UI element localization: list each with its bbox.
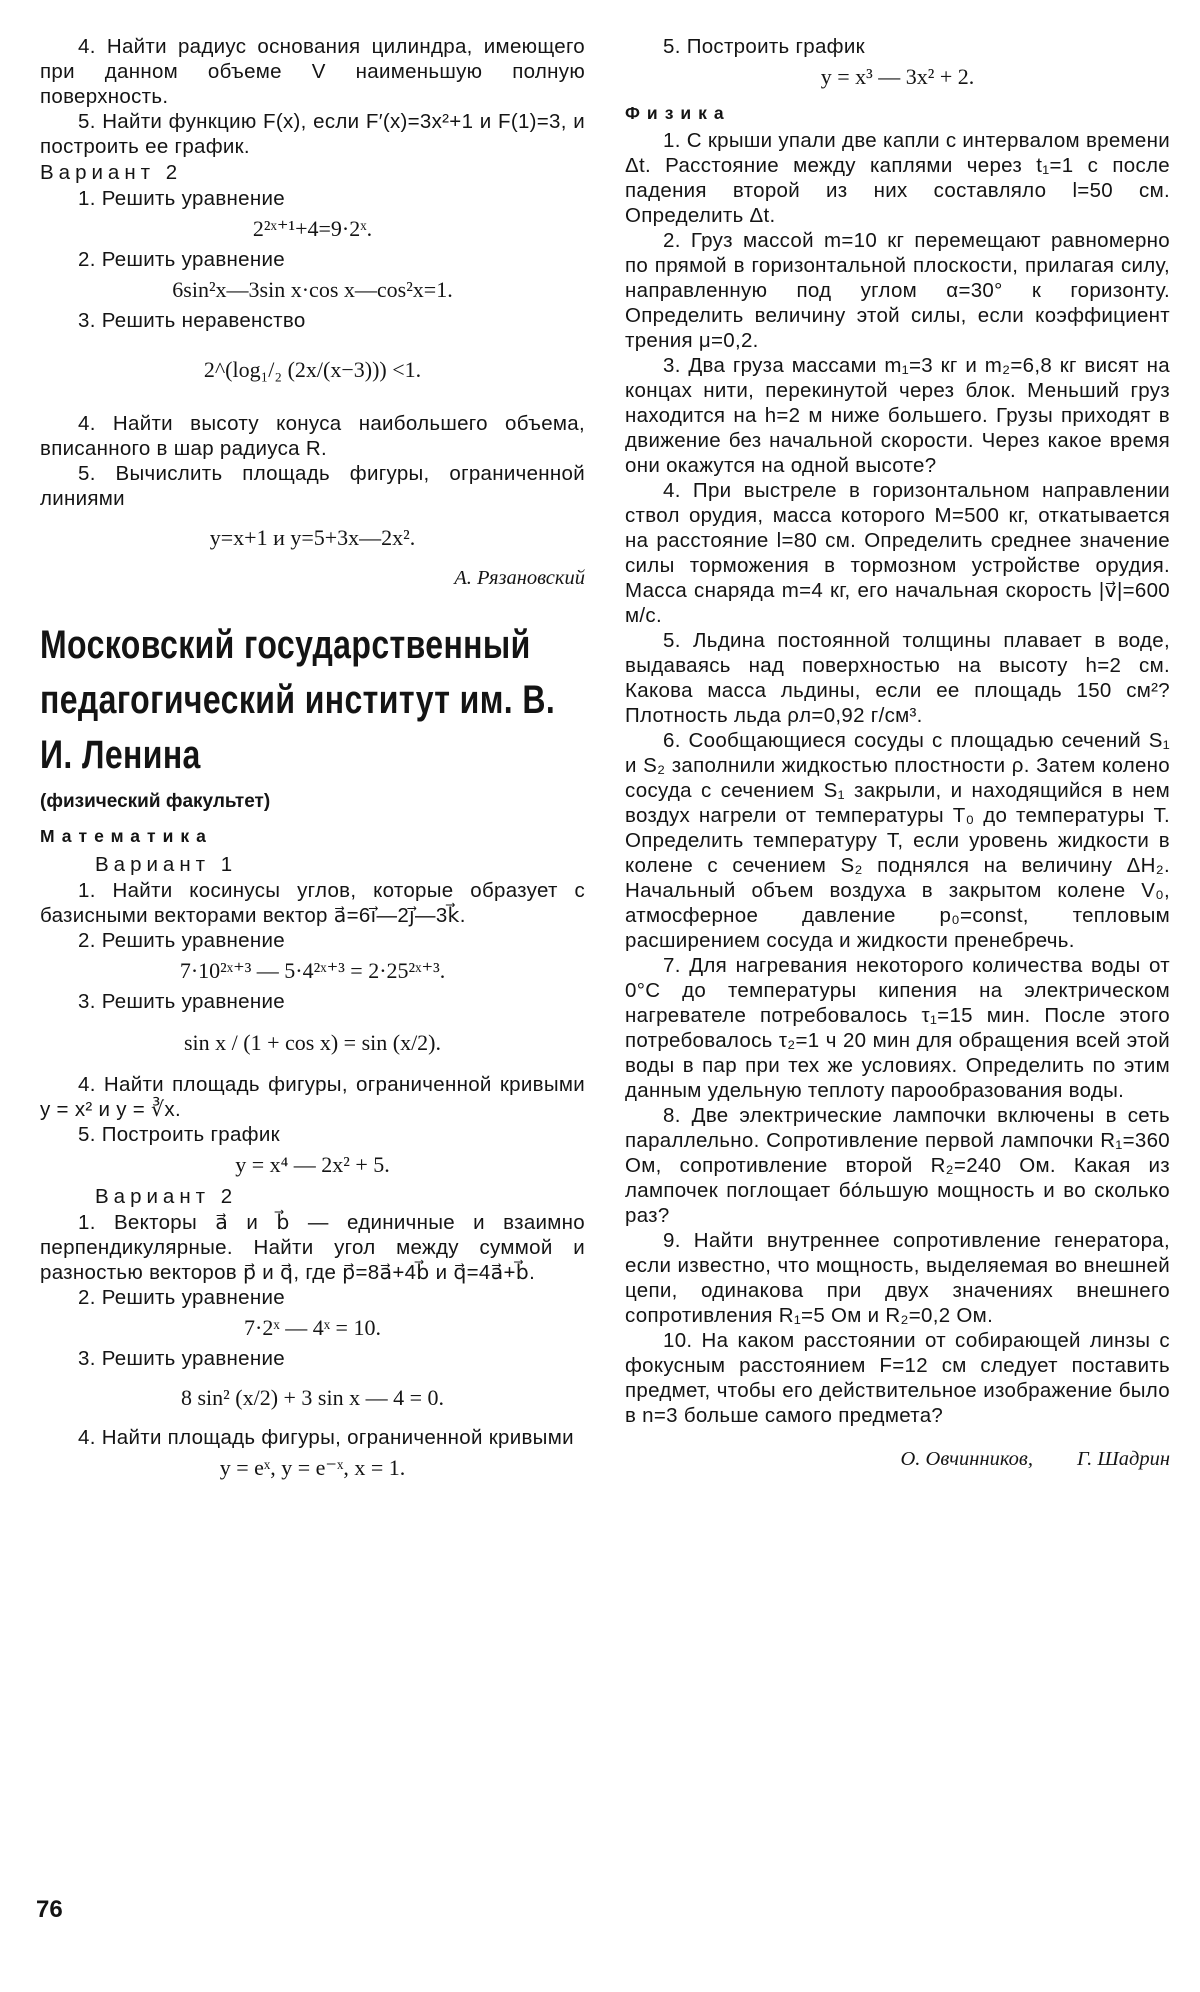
- physics-problem-6: 6. Сообщающиеся сосуды с площадью сечений S₁ и S₂ заполнили жидкостью плостности ρ. Затем колено сосуда с сечением S₁ закрыли, и находящийся в нем воздух нагрели от температуры T₀ до температуры T. Определить температуру T, если уровень жидкости в колене с сечением S₂ поднялся на величину ΔH₂. Начальный объем воздуха в закрытом колене V₀, атмосферное давление p₀=const, тепловым расширением сосуда и жидкости пренебречь.: [625, 729, 1170, 952]
- physics-problem-8: 8. Две электрические лампочки включены в сеть параллельно. Сопротивление первой лампочки R₁=360 Ом, сопротивление второй R₂=240 Ом. Какая из лампочек поглощает бо́льшую мощность и во сколько раз?: [625, 1104, 1170, 1227]
- math-v2-problem-3-formula: 8 sin² (x/2) + 3 sin x — 4 = 0.: [180, 1385, 445, 1410]
- v2-problem-3-text: 3. Решить неравенство: [78, 309, 306, 332]
- right-problem-5-text: 5. Построить график: [663, 35, 865, 58]
- physics-problem-10: 10. На каком расстоянии от собирающей линзы с фокусным расстоянием F=12 см следует поставить предмет, чтобы его действительное изображение было в n=3 больше самого предмета?: [625, 1329, 1170, 1427]
- math-v1-problem-5-formula: y = x⁴ — 2x² + 5.: [235, 1152, 390, 1177]
- v2-problem-5-text: 5. Вычислить площадь фигуры, ограниченной линиями: [40, 462, 585, 510]
- right-column: [625, 34, 1170, 1471]
- physics-problem-4: 4. При выстреле в горизонтальном направлении ствол орудия, масса которого M=500 кг, откатывается на расстояние l=80 см. Определить среднее значение силы торможения в тормозном устройстве орудия. Масса снаряда m=4 кг, его начальная скорость |v⃗|=600 м/с.: [625, 479, 1170, 627]
- math-v1-problem-2-text: 2. Решить уравнение: [78, 929, 285, 952]
- problem-4-text: 4. Найти радиус основания цилиндра, имеющего при данном объеме V наименьшую полную поверхность.: [40, 35, 585, 108]
- v2-problem-3-formula: 2^(log₁/₂ (2x/(x−3))) <1.: [203, 357, 422, 382]
- author-ryazanovsky: А. Рязановский: [454, 567, 585, 589]
- author-shadrin: Г. Шадрин: [1076, 1448, 1170, 1470]
- page-number: 76: [36, 1896, 63, 1923]
- v2-problem-2-text: 2. Решить уравнение: [78, 248, 285, 271]
- math-v1-problem-3-text: 3. Решить уравнение: [78, 990, 285, 1013]
- physics-problem-3: 3. Два груза массами m₁=3 кг и m₂=6,8 кг висят на концах нити, перекинутой через блок. Меньший груз находится на h=2 м ниже большего. Грузы приходят в движение без начальной скорости. Через какое время они окажутся на одной высоте?: [625, 354, 1170, 477]
- math-v2-problem-2-formula: 7·2ˣ — 4ˣ = 10.: [244, 1315, 381, 1340]
- physics-problem-1: 1. С крыши упали две капли с интервалом времени Δt. Расстояние между каплями через t₁=1 с после падения второй из них составляло l=50 см. Определить Δt.: [625, 129, 1170, 227]
- math-v1-problem-3-formula: sin x / (1 + cos x) = sin (x/2).: [183, 1030, 442, 1055]
- variant-2-title: Вариант 2: [40, 161, 183, 184]
- faculty-label: (физический факультет): [40, 791, 271, 812]
- math-v2-problem-2-text: 2. Решить уравнение: [78, 1286, 285, 1309]
- v2-problem-1-text: 1. Решить уравнение: [78, 187, 285, 210]
- physics-problem-7: 7. Для нагревания некоторого количества воды от 0°С до температуры кипения на электрическом нагревателе потребовалось τ₁=15 мин. После этого потребовалось τ₂=1 ч 20 мин для обращения всей этой воды в пар при тех же условиях. Определить по этим данным удельную теплоту парообразования воды.: [625, 954, 1170, 1102]
- math-variant-1-title: Вариант 1: [95, 853, 238, 876]
- math-v2-problem-3-text: 3. Решить уравнение: [78, 1347, 285, 1370]
- physics-problem-9: 9. Найти внутреннее сопротивление генератора, если известно, что мощность, выделяемая во внешней цепи, одинакова при двух значениях внешнего сопротивления R₁=5 Ом и R₂=0,2 Ом.: [625, 1229, 1170, 1327]
- physics-heading: Физика: [625, 103, 731, 123]
- v2-problem-2-formula: 6sin²x—3sin x·cos x—cos²x=1.: [172, 277, 453, 302]
- math-v1-problem-5-text: 5. Построить график: [78, 1123, 280, 1146]
- math-v1-problem-2-formula: 7·10²ˣ⁺³ — 5·4²ˣ⁺³ = 2·25²ˣ⁺³.: [179, 958, 446, 983]
- v2-problem-4-text: 4. Найти высоту конуса наибольшего объема, вписанного в шар радиуса R.: [40, 412, 585, 460]
- left-column: [40, 34, 585, 1486]
- physics-problem-5: 5. Льдина постоянной толщины плавает в воде, выдаваясь над поверхностью на высоту h=2 см. Какова масса льдины, если ее площадь 150 см²? Плотность льда ρл=0,92 г/см³.: [625, 629, 1170, 727]
- v2-problem-5-formula: y=x+1 и y=5+3x—2x².: [209, 525, 416, 550]
- physics-problem-2: 2. Груз массой m=10 кг перемещают равномерно по прямой в горизонтальной плоскости, прилагая силу, направленную под углом α=30° к горизонту. Определить величину этой силы, если коэффициент трения μ=0,2.: [625, 229, 1170, 352]
- author-ovchinnikov: О. Овчинников,: [900, 1448, 1033, 1470]
- math-v1-problem-4-text: 4. Найти площадь фигуры, ограниченной кривыми y = x² и y = ∛x.: [40, 1073, 585, 1121]
- right-problem-5-formula: y = x³ — 3x² + 2.: [820, 64, 975, 89]
- math-v2-problem-4-formula: y = eˣ, y = e⁻ˣ, x = 1.: [219, 1455, 406, 1480]
- math-v2-problem-1-text: 1. Векторы a⃗ и b⃗ — единичные и взаимно перпендикулярные. Найти угол между суммой и разностью векторов p⃗ и q⃗, где p⃗=8a⃗+4b⃗ и q⃗=4a⃗+b⃗.: [40, 1211, 585, 1284]
- institute-title: Московский государственный педагогический институт им. В. И. Ленина: [40, 623, 556, 777]
- math-v2-problem-4-text: 4. Найти площадь фигуры, ограниченной кривыми: [78, 1426, 574, 1449]
- math-variant-2-title: Вариант 2: [95, 1185, 238, 1208]
- problem-5-text: 5. Найти функцию F(x), если F′(x)=3x²+1 и F(1)=3, и построить ее график.: [40, 110, 585, 158]
- authors-signature: [625, 1448, 1170, 1471]
- math-v1-problem-1-text: 1. Найти косинусы углов, которые образует с базисными векторами вектор a⃗=6i⃗—2j⃗—3k⃗.: [40, 879, 585, 927]
- math-heading: Математика: [40, 826, 213, 846]
- v2-problem-1-formula: 2²ˣ⁺¹+4=9·2ˣ.: [252, 216, 373, 241]
